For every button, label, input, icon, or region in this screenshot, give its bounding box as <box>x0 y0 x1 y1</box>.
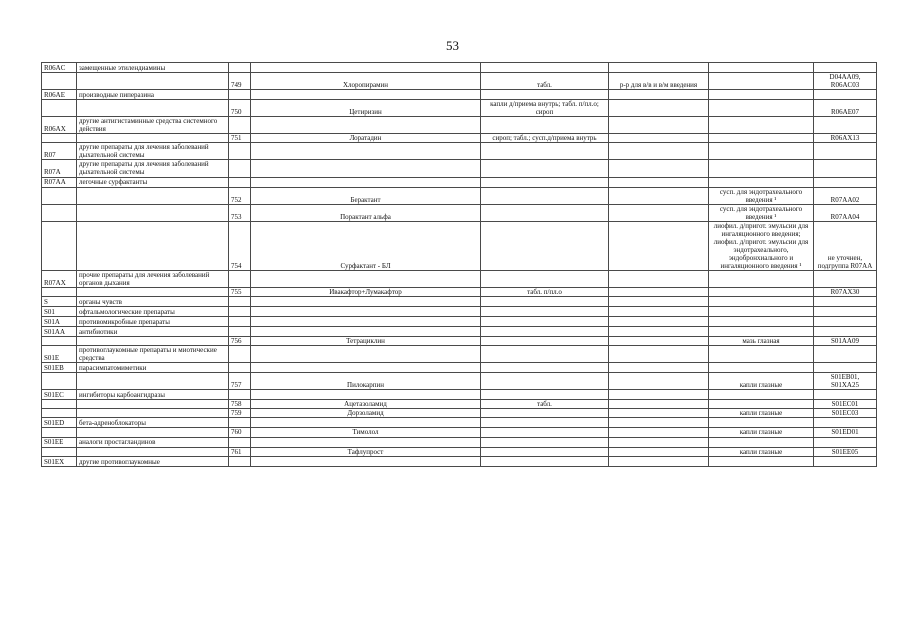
atc-group-code: S01EC <box>42 390 77 400</box>
drug-number <box>229 418 251 428</box>
drug-number: 757 <box>229 373 251 390</box>
atc-code <box>814 307 877 317</box>
dosage-form-injection <box>609 390 709 400</box>
dosage-form-injection <box>609 177 709 187</box>
atc-group-name: офтальмологические препараты <box>77 307 229 317</box>
atc-group-code: S <box>42 297 77 307</box>
dosage-form-other: сусп. для эндотрахеального введения ¹ <box>709 187 814 204</box>
drug-name: Тетрациклин <box>251 337 481 346</box>
drug-row <box>42 428 877 437</box>
dosage-form-injection <box>609 447 709 456</box>
drug-number <box>229 143 251 160</box>
dosage-form-other <box>709 143 814 160</box>
drug-name <box>251 160 481 177</box>
dosage-form-injection <box>609 400 709 409</box>
dosage-form-oral <box>481 143 609 160</box>
drug-name <box>251 346 481 363</box>
dosage-form-oral <box>481 447 609 456</box>
atc-group-name <box>77 221 229 270</box>
drug-row <box>42 187 877 204</box>
dosage-form-oral <box>481 63 609 73</box>
atc-table <box>41 62 877 467</box>
drug-name: Берактант <box>251 187 481 204</box>
drug-number: 760 <box>229 428 251 437</box>
dosage-form-other <box>709 160 814 177</box>
drug-name <box>251 270 481 287</box>
drug-name: Тафлупрост <box>251 447 481 456</box>
drug-number: 752 <box>229 187 251 204</box>
group-row <box>42 327 877 337</box>
drug-number: 759 <box>229 409 251 418</box>
dosage-form-oral <box>481 418 609 428</box>
dosage-form-injection <box>609 373 709 390</box>
drug-number <box>229 177 251 187</box>
drug-name <box>251 363 481 373</box>
atc-group-code: S01EE <box>42 437 77 447</box>
group-row <box>42 90 877 100</box>
atc-group-name: прочие препараты для лечения заболеваний органов дыхания <box>77 270 229 287</box>
atc-group-name: легочные сурфактанты <box>77 177 229 187</box>
atc-code <box>814 63 877 73</box>
atc-code <box>814 143 877 160</box>
atc-group-code <box>42 73 77 90</box>
dosage-form-other <box>709 456 814 466</box>
atc-group-name: противомикробные препараты <box>77 317 229 327</box>
atc-code: D04AA09, R06AC03 <box>814 73 877 90</box>
atc-group-code: R07AA <box>42 177 77 187</box>
drug-name <box>251 90 481 100</box>
dosage-form-oral <box>481 428 609 437</box>
drug-row <box>42 373 877 390</box>
atc-group-name <box>77 288 229 297</box>
drug-name: Ацетазоламид <box>251 400 481 409</box>
dosage-form-other <box>709 418 814 428</box>
drug-number <box>229 270 251 287</box>
dosage-form-injection <box>609 288 709 297</box>
dosage-form-injection <box>609 337 709 346</box>
atc-group-name <box>77 409 229 418</box>
atc-code: S01ED01 <box>814 428 877 437</box>
dosage-form-oral <box>481 363 609 373</box>
group-row <box>42 177 877 187</box>
dosage-form-oral: табл. п/пл.о <box>481 288 609 297</box>
drug-name: Лоратадин <box>251 134 481 143</box>
atc-code: S01EB01, S01XA25 <box>814 373 877 390</box>
atc-group-name <box>77 400 229 409</box>
drug-number <box>229 456 251 466</box>
group-row <box>42 270 877 287</box>
atc-group-name: ингибиторы карбоангидразы <box>77 390 229 400</box>
drug-name <box>251 117 481 134</box>
dosage-form-other <box>709 363 814 373</box>
atc-group-code <box>42 409 77 418</box>
dosage-form-other: мазь глазная <box>709 337 814 346</box>
dosage-form-oral: табл. <box>481 400 609 409</box>
atc-group-code <box>42 187 77 204</box>
dosage-form-oral <box>481 409 609 418</box>
dosage-form-oral: сироп; табл.; сусп.д/приема внутрь <box>481 134 609 143</box>
dosage-form-other: сусп. для эндотрахеального введения ¹ <box>709 204 814 221</box>
dosage-form-oral <box>481 160 609 177</box>
dosage-form-oral <box>481 456 609 466</box>
atc-code <box>814 437 877 447</box>
atc-group-name: бета-адреноблокаторы <box>77 418 229 428</box>
drug-row <box>42 400 877 409</box>
atc-group-code <box>42 100 77 117</box>
drug-name <box>251 418 481 428</box>
atc-code: S01AA09 <box>814 337 877 346</box>
dosage-form-other <box>709 73 814 90</box>
dosage-form-injection <box>609 307 709 317</box>
atc-group-code <box>42 428 77 437</box>
dosage-form-injection <box>609 418 709 428</box>
atc-group-name <box>77 134 229 143</box>
dosage-form-other: капли глазные <box>709 373 814 390</box>
atc-group-code <box>42 288 77 297</box>
dosage-form-oral <box>481 307 609 317</box>
atc-group-code: S01ED <box>42 418 77 428</box>
drug-name <box>251 390 481 400</box>
atc-group-code: S01AA <box>42 327 77 337</box>
drug-name: Дорзоламид <box>251 409 481 418</box>
atc-group-name <box>77 187 229 204</box>
atc-code <box>814 270 877 287</box>
atc-code: S01EE05 <box>814 447 877 456</box>
atc-code <box>814 346 877 363</box>
drug-row <box>42 221 877 270</box>
dosage-form-other: капли глазные <box>709 447 814 456</box>
atc-group-name: замещенные этилендиамины <box>77 63 229 73</box>
atc-group-name: производные пиперазина <box>77 90 229 100</box>
atc-group-code: R06AC <box>42 63 77 73</box>
atc-code <box>814 327 877 337</box>
dosage-form-other <box>709 134 814 143</box>
atc-code: R06AX13 <box>814 134 877 143</box>
dosage-form-injection <box>609 221 709 270</box>
dosage-form-injection <box>609 270 709 287</box>
atc-group-code: S01EX <box>42 456 77 466</box>
group-row <box>42 63 877 73</box>
dosage-form-injection <box>609 317 709 327</box>
atc-code <box>814 456 877 466</box>
dosage-form-oral <box>481 204 609 221</box>
atc-code <box>814 390 877 400</box>
drug-name <box>251 327 481 337</box>
dosage-form-injection <box>609 90 709 100</box>
dosage-form-oral <box>481 437 609 447</box>
dosage-form-oral <box>481 373 609 390</box>
atc-group-name <box>77 100 229 117</box>
dosage-form-injection: р-р для в/в и в/м введения <box>609 73 709 90</box>
group-row <box>42 297 877 307</box>
dosage-form-other <box>709 100 814 117</box>
atc-group-name: антибиотики <box>77 327 229 337</box>
dosage-form-oral <box>481 270 609 287</box>
atc-group-code <box>42 400 77 409</box>
dosage-form-injection <box>609 204 709 221</box>
atc-group-code: R07A <box>42 160 77 177</box>
dosage-form-other <box>709 437 814 447</box>
drug-name <box>251 456 481 466</box>
atc-code: R07AX30 <box>814 288 877 297</box>
atc-code <box>814 317 877 327</box>
atc-group-name <box>77 447 229 456</box>
group-row <box>42 456 877 466</box>
atc-group-code <box>42 447 77 456</box>
drug-number <box>229 160 251 177</box>
drug-number <box>229 297 251 307</box>
group-row <box>42 418 877 428</box>
drug-number: 758 <box>229 400 251 409</box>
atc-group-code: R06AX <box>42 117 77 134</box>
drug-name <box>251 437 481 447</box>
dosage-form-other <box>709 297 814 307</box>
dosage-form-injection <box>609 187 709 204</box>
atc-code: R07AA02 <box>814 187 877 204</box>
dosage-form-injection <box>609 363 709 373</box>
dosage-form-injection <box>609 456 709 466</box>
drug-number <box>229 437 251 447</box>
atc-group-code <box>42 337 77 346</box>
drug-name <box>251 297 481 307</box>
dosage-form-other <box>709 327 814 337</box>
dosage-form-other <box>709 400 814 409</box>
dosage-form-other <box>709 307 814 317</box>
drug-row <box>42 134 877 143</box>
atc-group-name <box>77 428 229 437</box>
dosage-form-injection <box>609 428 709 437</box>
dosage-form-other <box>709 177 814 187</box>
drug-number <box>229 90 251 100</box>
drug-row <box>42 409 877 418</box>
drug-number: 756 <box>229 337 251 346</box>
drug-name <box>251 317 481 327</box>
atc-group-code: R07 <box>42 143 77 160</box>
dosage-form-oral <box>481 90 609 100</box>
dosage-form-injection <box>609 437 709 447</box>
drug-name <box>251 143 481 160</box>
drug-number <box>229 327 251 337</box>
drug-name: Цетиризин <box>251 100 481 117</box>
atc-group-name: аналоги простагландинов <box>77 437 229 447</box>
atc-group-name <box>77 373 229 390</box>
dosage-form-other <box>709 390 814 400</box>
dosage-form-oral <box>481 390 609 400</box>
dosage-form-oral <box>481 221 609 270</box>
dosage-form-other <box>709 317 814 327</box>
atc-group-code <box>42 373 77 390</box>
drug-row <box>42 204 877 221</box>
group-row <box>42 307 877 317</box>
dosage-form-injection <box>609 117 709 134</box>
dosage-form-injection <box>609 327 709 337</box>
dosage-form-injection <box>609 160 709 177</box>
drug-row <box>42 100 877 117</box>
atc-code <box>814 363 877 373</box>
atc-code <box>814 297 877 307</box>
atc-group-code <box>42 221 77 270</box>
drug-number <box>229 307 251 317</box>
drug-name <box>251 177 481 187</box>
dosage-form-injection <box>609 297 709 307</box>
dosage-form-injection <box>609 63 709 73</box>
dosage-form-oral: капли д/приема внутрь; табл. п/пл.о; сироп <box>481 100 609 117</box>
atc-group-code <box>42 204 77 221</box>
atc-group-code <box>42 134 77 143</box>
group-row <box>42 317 877 327</box>
dosage-form-other: капли глазные <box>709 409 814 418</box>
drug-name: Хлоропирамин <box>251 73 481 90</box>
group-row <box>42 346 877 363</box>
page-number: 53 <box>446 38 459 53</box>
drug-name: Тимолол <box>251 428 481 437</box>
drug-number: 750 <box>229 100 251 117</box>
drug-number <box>229 317 251 327</box>
atc-group-code: S01A <box>42 317 77 327</box>
atc-group-name <box>77 204 229 221</box>
drug-number <box>229 63 251 73</box>
drug-name: Порактант альфа <box>251 204 481 221</box>
atc-code <box>814 117 877 134</box>
atc-code <box>814 418 877 428</box>
drug-number <box>229 363 251 373</box>
drug-name <box>251 63 481 73</box>
dosage-form-oral <box>481 317 609 327</box>
atc-code: R07AA04 <box>814 204 877 221</box>
dosage-form-other <box>709 90 814 100</box>
group-row <box>42 117 877 134</box>
atc-group-name <box>77 337 229 346</box>
dosage-form-other <box>709 346 814 363</box>
drug-number: 751 <box>229 134 251 143</box>
atc-code: R06AE07 <box>814 100 877 117</box>
dosage-form-oral <box>481 187 609 204</box>
atc-group-name: органы чувств <box>77 297 229 307</box>
group-row <box>42 390 877 400</box>
dosage-form-other: капли глазные <box>709 428 814 437</box>
atc-table-body <box>42 63 877 467</box>
dosage-form-oral <box>481 327 609 337</box>
drug-name: Ивакафтор+Лумакафтор <box>251 288 481 297</box>
dosage-form-oral <box>481 346 609 363</box>
atc-group-code: R06AE <box>42 90 77 100</box>
atc-code: S01EC01 <box>814 400 877 409</box>
atc-code <box>814 90 877 100</box>
drug-number <box>229 117 251 134</box>
drug-name: Пилокарпин <box>251 373 481 390</box>
atc-group-name: противоглаукомные препараты и миотические средства <box>77 346 229 363</box>
dosage-form-other <box>709 63 814 73</box>
atc-group-name: другие антигистаминные средства системного действия <box>77 117 229 134</box>
drug-number: 755 <box>229 288 251 297</box>
dosage-form-injection <box>609 134 709 143</box>
atc-group-name: другие препараты для лечения заболеваний дыхательной системы <box>77 143 229 160</box>
dosage-form-other <box>709 117 814 134</box>
drug-row <box>42 337 877 346</box>
atc-code: S01EC03 <box>814 409 877 418</box>
dosage-form-oral <box>481 177 609 187</box>
drug-row <box>42 73 877 90</box>
drug-row <box>42 447 877 456</box>
dosage-form-injection <box>609 346 709 363</box>
atc-group-name: другие противоглаукомные <box>77 456 229 466</box>
dosage-form-other <box>709 288 814 297</box>
atc-group-code: S01E <box>42 346 77 363</box>
dosage-form-oral <box>481 297 609 307</box>
atc-group-code: S01 <box>42 307 77 317</box>
drug-name: Сурфактант - БЛ <box>251 221 481 270</box>
atc-code: не уточнен, подгруппа R07AA <box>814 221 877 270</box>
group-row <box>42 143 877 160</box>
atc-group-code: S01EB <box>42 363 77 373</box>
drug-name <box>251 307 481 317</box>
group-row <box>42 363 877 373</box>
drug-row <box>42 288 877 297</box>
dosage-form-other: лиофил. д/пригот. эмульсии для ингаляционного введения; лиофил. д/пригот. эмульсии для эндотрахеального, эндобронхиального и ингаляционного введения ¹ <box>709 221 814 270</box>
atc-group-name <box>77 73 229 90</box>
dosage-form-injection <box>609 100 709 117</box>
dosage-form-injection <box>609 143 709 160</box>
drug-number: 753 <box>229 204 251 221</box>
atc-group-name: другие препараты для лечения заболеваний дыхательной системы <box>77 160 229 177</box>
drug-number <box>229 346 251 363</box>
drug-number: 749 <box>229 73 251 90</box>
dosage-form-other <box>709 270 814 287</box>
atc-group-code: R07AX <box>42 270 77 287</box>
group-row <box>42 160 877 177</box>
group-row <box>42 437 877 447</box>
atc-code <box>814 160 877 177</box>
dosage-form-oral <box>481 117 609 134</box>
atc-group-name: парасимпатомиметики <box>77 363 229 373</box>
dosage-form-oral: табл. <box>481 73 609 90</box>
drug-number: 761 <box>229 447 251 456</box>
dosage-form-oral <box>481 337 609 346</box>
atc-code <box>814 177 877 187</box>
dosage-form-injection <box>609 409 709 418</box>
drug-number: 754 <box>229 221 251 270</box>
drug-number <box>229 390 251 400</box>
